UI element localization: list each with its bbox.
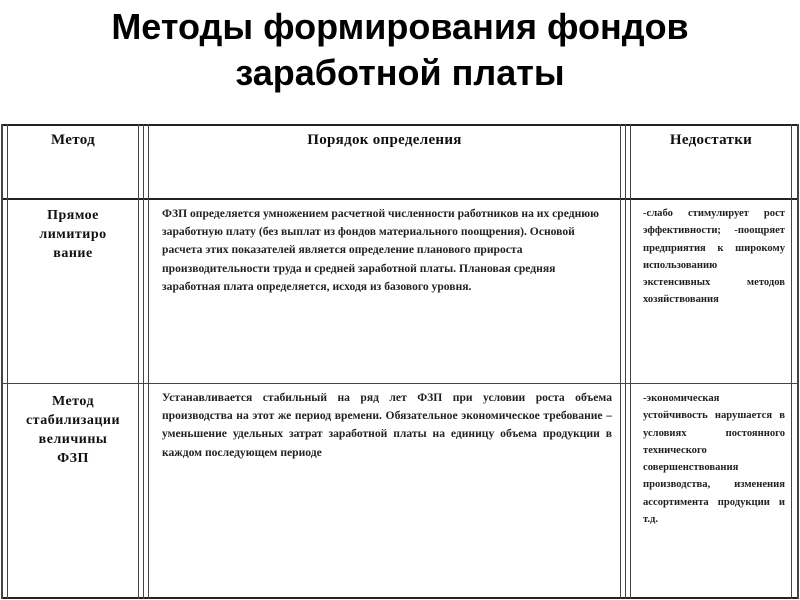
column-divider <box>143 124 144 599</box>
method-line: Прямое <box>47 208 99 223</box>
column-divider <box>148 124 149 599</box>
row-separator <box>1 383 798 384</box>
column-divider <box>620 124 621 599</box>
table-right-inner-border <box>791 124 792 599</box>
table-row-1-procedure: ФЗП определяется умножением расчетной численности работников на их среднюю заработную плату (без выплат из фондов материального поощрения). Основой расчета этих показателей является определение планового прироста производительности труда и средней заработной платы. Плановая средняя заработная плата определяется, исходя из базового уровня. <box>162 207 599 293</box>
table-row-2-drawbacks: -экономическая устойчивость нарушается в условиях постоянного технического совершенствования производства, изменения ассортимента продукции и т.д. <box>643 393 785 526</box>
column-divider <box>625 124 626 599</box>
table-top-border <box>1 124 798 126</box>
method-line: ФЗП <box>57 451 89 466</box>
table-row-2-procedure: Устанавливается стабильный на ряд лет ФЗП при условии роста объема производства на этот же период времени. Обязательное экономическое требование – уменьшение удельных затрат заработной платы на единицу объема продукции в каждом последующем периоде <box>162 391 612 459</box>
table-left-border <box>1 124 3 599</box>
title-line-1: Методы формирования фондов <box>111 6 689 47</box>
method-line: стабилизации <box>25 413 121 428</box>
method-line: величины <box>38 432 108 447</box>
method-line: вание <box>53 246 93 261</box>
table-bottom-border <box>1 597 798 599</box>
table-row-2-method <box>8 392 138 468</box>
header-procedure: Порядок определения <box>307 132 462 148</box>
header-drawbacks: Недостатки <box>669 132 753 148</box>
title-line-2: заработной платы <box>235 52 565 93</box>
table-row-1-drawbacks: -слабо стимулирует рост эффективности; -поощряет предприятия к широкому использованию экстенсивных методов хозяйствования <box>643 208 785 306</box>
method-line: Метод <box>51 394 95 409</box>
table-left-inner-border <box>7 124 8 599</box>
method-line: лимитиро <box>39 227 107 242</box>
column-divider <box>630 124 631 599</box>
table-right-border <box>797 124 799 599</box>
header-method: Метод <box>51 132 95 148</box>
header-separator <box>1 198 798 200</box>
page-title <box>0 4 800 96</box>
table-row-1-method <box>8 206 138 263</box>
column-divider <box>138 124 139 599</box>
